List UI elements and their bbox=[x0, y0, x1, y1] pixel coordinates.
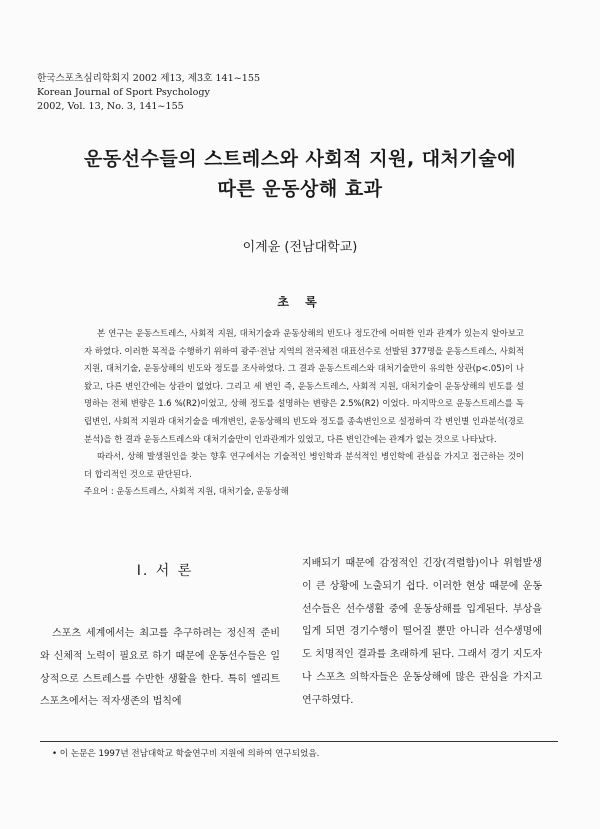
body-paragraph: 스포츠 세계에서는 최고를 추구하려는 정신적 준비와 신체적 노력이 필요로 하기 때문에 운동선수들은 일상적으로 스트레스를 수반한 생활을 한다. 특히 엘리트 스포츠에서는 적자생존의 법칙에 bbox=[40, 628, 280, 708]
section-heading: I. 서 론 bbox=[136, 563, 194, 579]
abstract bbox=[84, 325, 524, 501]
journal-korean: 한국스포츠심리학회지 2002 제13, 제3호 141~155 bbox=[37, 73, 261, 84]
abstract-paragraph: 본 연구는 운동스트레스, 사회적 지원, 대처기술과 운동상해의 빈도나 정도간에 어떠한 인과 관계가 있는지 알아보고자 하였다. 이러한 목적을 수행하기 위하여 광주·전남 지역의 전국체전 대표선수로 선발된 377명을 운동스트레스, 사회적 지원, 대처기술, 운동상해의 빈도와 정도를 조사하였다. 그 결과 운동스트레스와 대처기술만이 유의한 상관(p<.05)이 나왔고, 다른 변인간에는 상관이 없었다. 그리고 세 변인 즉, 운동스트레스, 사회적 지원, 대처기술이 운동상해의 빈도를 설명하는 전체 변량은 1.6 %(R2)이었고, 상해 정도를 설명하는 변량은 2.5%(R2) 이었다. 마지막으로 운동스트레스를 독립변인, 사회적 지원과 대처기술을 매개변인, 운동상해의 빈도와 정도를 종속변인으로 설정하여 각 변인별 인과분석(경로 분석)을 한 결과 운동스트레스와 대처기술만이 인과관계가 있었고, 다른 변인간에는 관계가 없는 것으로 나타났다. bbox=[84, 328, 524, 444]
journal-english: Korean Journal of Sport Psychology bbox=[37, 87, 210, 98]
keywords: 주요어 : 운동스트레스, 사회적 지원, 대처기술, 운동상해 bbox=[84, 486, 289, 497]
paper-title-line2: 따른 운동상해 효과 bbox=[217, 178, 383, 200]
body-column-right bbox=[302, 553, 542, 713]
footnote-divider bbox=[40, 741, 558, 742]
abstract-heading: 초 록 bbox=[277, 295, 323, 309]
author: 이계윤 (전남대학교) bbox=[242, 240, 358, 255]
journal-info bbox=[37, 72, 260, 114]
body-column-left bbox=[40, 623, 280, 714]
body-paragraph: 지배되기 때문에 감정적인 긴장(격렬함)이나 위험발생이 큰 상황에 노출되기 쉽다. 이러한 현상 때문에 운동선수들은 선수생활 중에 운동상해를 입게된다. 부상을 입게 되면 경기수행이 떨어질 뿐만 아니라 선수생명에도 치명적인 결과를 초래하게 된다. 그래서 경기 지도자나 스포츠 의학자들은 운동상해에 많은 관심을 가지고 연구하였다. bbox=[302, 558, 542, 706]
footnote: • 이 논문은 1997년 전남대학교 학술연구비 지원에 의하여 연구되었음. bbox=[52, 749, 320, 759]
paper-title-line1: 운동선수들의 스트레스와 사회적 지원, 대처기술에 bbox=[83, 148, 517, 170]
abstract-paragraph: 따라서, 상해 발생원인을 찾는 향후 연구에서는 기술적인 병인학과 분석적인 병인학에 관심을 가지고 접근하는 것이 더 합리적인 것으로 판단된다. bbox=[84, 451, 524, 479]
journal-volume: 2002, Vol. 13, No. 3, 141~155 bbox=[37, 101, 184, 112]
